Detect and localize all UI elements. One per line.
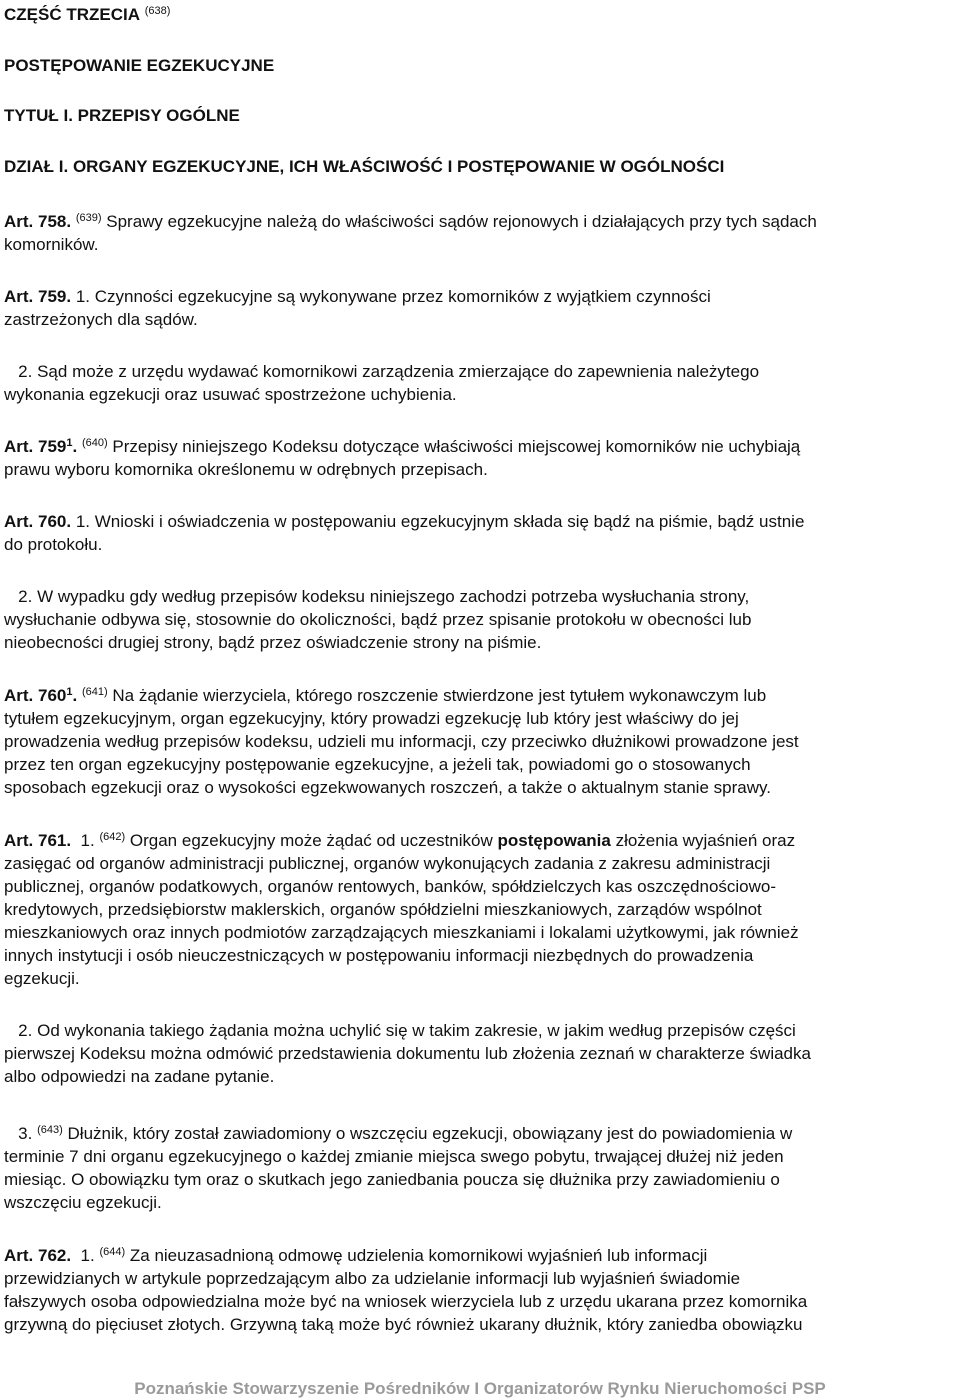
art-759-line-1: Art. 759. 1. Czynności egzekucyjne są wykonywane przez komorników z wyjątkiem czynności [4,287,711,306]
art-762-line-4: grzywną do pięciuset złotych. Grzywną taką może być również ukarany dłużnik, który zaniedba obowiązku [4,1315,803,1334]
art-762-line-3: fałszywych osoba odpowiedzialna może być na wniosek wierzyciela lub z urzędu ukarana przez komornika [4,1292,808,1311]
art-761-line-1: Art. 761. 1. $^{(642)}$ Organ egzekucyjny może żądać od uczestników postępowania złożenia wyjaśnień oraz [4,831,796,850]
art-761-line-5: mieszkaniowych oraz innych podmiotów zarządzających mieszkaniami i lokalami użytkowymi, jak również [4,923,799,942]
art-761-p2-line-3: albo odpowiedzi na zadane pytanie. [4,1067,275,1086]
art-761-p2-line-1: 2. Od wykonania takiego żądania można uchylić się w takim zakresie, w jakim według przepisów części [18,1021,796,1040]
art-761-line-7: egzekucji. [4,969,80,988]
art-761-p2-line-2: pierwszej Kodeksu można odmówić przedstawienia dokumentu lub złożenia zeznań w charakterze świadka [4,1044,811,1063]
art-760-1-line-2: tytułem egzekucyjnym, organ egzekucyjny, który prowadzi egzekucję lub który jest właściwy do jej [4,709,739,728]
art-760-1-line-3: prowadzenia według przepisów kodeksu, udzieli mu informacji, czy przeciwko dłużnikowi prowadzone jest [4,732,799,751]
section-heading: DZIAŁ I. ORGANY EGZEKUCYJNE, ICH WŁAŚCIWOŚĆ I POSTĘPOWANIE W OGÓLNOŚCI [4,157,725,176]
art-760-line-2: do protokołu. [4,535,103,554]
art-759-p2-line-2: wykonania egzekucji oraz usuwać spostrzeżone uchybienia. [4,385,457,404]
art-762-line-2: przewidzianych w artykule poprzedzającym albo za udzielanie informacji lub wyjaśnień świadomie [4,1269,741,1288]
art-760-p2-line-3: nieobecności drugiej strony, bądź przez oświadczenie strony na piśmie. [4,633,542,652]
art-759-1-line-1: Art. $759^1$. $^{(640)}$ Przepisy niniejszego Kodeksu dotyczące właściwości miejscowej komorników nie uchybiają [4,437,801,456]
art-758-line-2: komorników. [4,235,99,254]
art-758-line-1: Art. 758. $^{(639)}$ Sprawy egzekucyjne należą do właściwości sądów rejonowych i działających przy tych sądach [4,212,817,231]
art-761-line-6: innych instytucji i osób nieuczestniczących w postępowaniu informacji niezbędnych do prowadzenia [4,946,754,965]
art-761-line-2: zasięgać od organów administracji publicznej, organów wykonujących zadania z zakresu administracji [4,854,771,873]
art-761-p3-line-1: 3. $^{(643)}$ Dłużnik, który został zawiadomiony o wszczęciu egzekucji, obowiązany jest do powiadomienia w [18,1124,793,1143]
art-761-line-4: kredytowych, przedsiębiorstw maklerskich, organów spółdzielni mieszkaniowych, zarządów wspólnot [4,900,762,919]
page-footer: Poznańskie Stowarzyszenie Pośredników I Organizatorów Rynku Nieruchomości PSP [134,1379,826,1398]
art-761-line-3: publicznej, organów podatkowych, organów rentowych, banków, spółdzielczych kas oszczędnościowo- [4,877,777,896]
art-761-p3-line-4: wszczęciu egzekucji. [4,1193,162,1212]
art-760-p2-line-2: wysłuchanie odbywa się, stosownie do okoliczności, bądź przez spisanie protokołu w obecności lub [4,610,752,629]
art-761-p3-line-3: miesiąc. O obowiązku tym oraz o skutkach jego zaniedbania poucza się dłużnika przy zawiadomieniu o [4,1170,780,1189]
title-heading: POSTĘPOWANIE EGZEKUCYJNE [4,56,275,75]
art-759-1-line-2: prawu wyboru komornika określonemu w odrębnych przepisach. [4,460,488,479]
part-heading: CZĘŚĆ TRZECIA $^{(638)}$ [4,5,171,24]
art-760-p2-line-1: 2. W wypadku gdy według przepisów kodeksu niniejszego zachodzi potrzeba wysłuchania strony, [18,587,750,606]
art-760-1-line-4: przez ten organ egzekucyjny postępowanie egzekucyjne, a jeżeli tak, powiadomi go o stosowanych [4,755,751,774]
art-760-1-line-5: sposobach egzekucji oraz o wysokości egzekwowanych roszczeń, a także o aktualnym stanie sprawy. [4,778,771,797]
art-761-p3-line-2: terminie 7 dni organu egzekucyjnego o każdej zmianie miejsca swego pobytu, trwającej dłużej niż jeden [4,1147,784,1166]
subtitle-heading: TYTUŁ I. PRZEPISY OGÓLNE [4,106,240,125]
art-760-1-line-1: Art. $760^1$. $^{(641)}$ Na żądanie wierzyciela, którego roszczenie stwierdzone jest tytułem wykonawczym lub [4,686,767,705]
art-759-p2-line-1: 2. Sąd może z urzędu wydawać komornikowi zarządzenia zmierzające do zapewnienia należytego [18,362,760,381]
art-759-line-2: zastrzeżonych dla sądów. [4,310,198,329]
art-760-line-1: Art. 760. 1. Wnioski i oświadczenia w postępowaniu egzekucyjnym składa się bądź na piśmie, bądź ustnie [4,512,805,531]
art-762-line-1: Art. 762. 1. $^{(644)}$ Za nieuzasadnioną odmowę udzielenia komornikowi wyjaśnień lub informacji [4,1246,708,1265]
